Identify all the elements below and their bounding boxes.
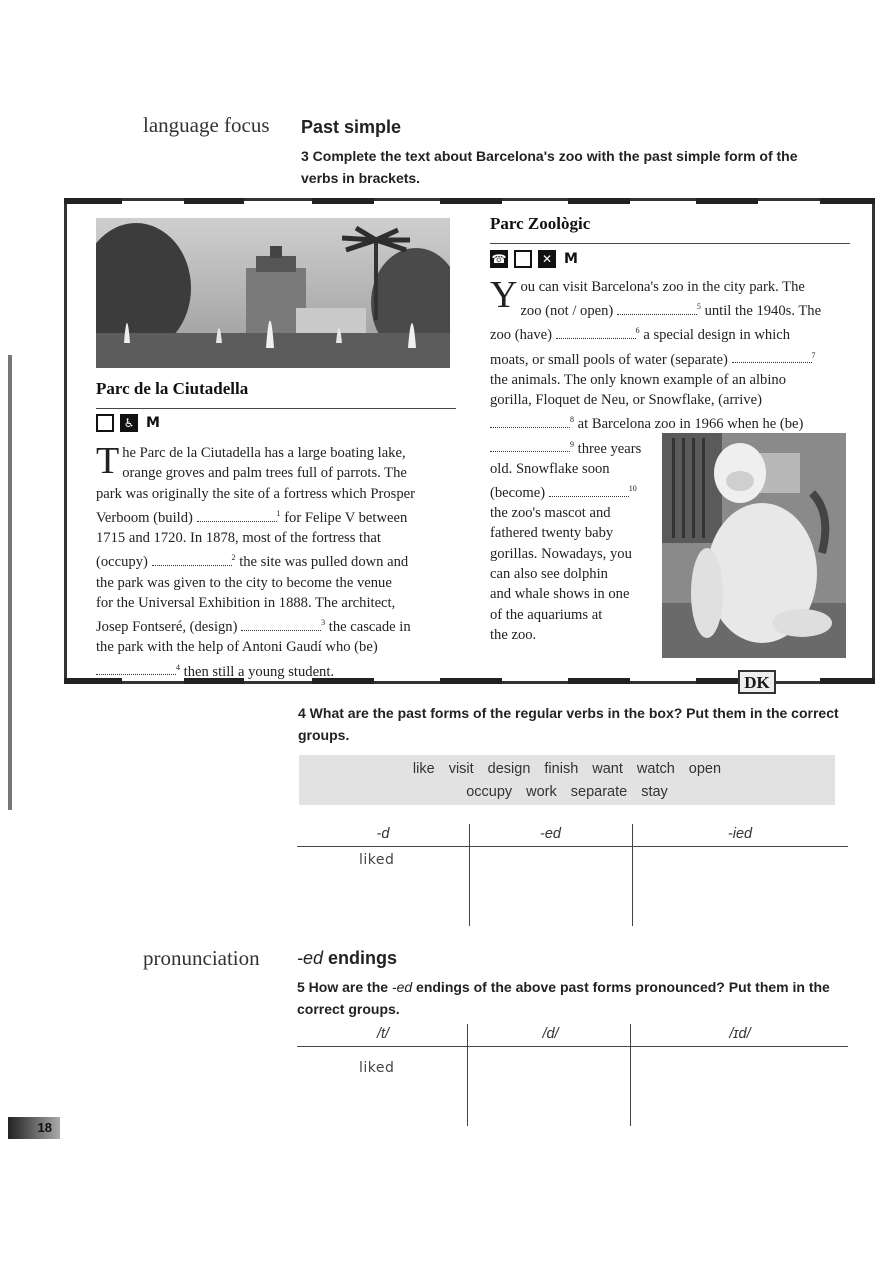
text-line: the animals. The only known example of an albino	[490, 371, 786, 388]
table-pronunciation	[297, 1024, 848, 1126]
column-header-d-sound: /d/	[542, 1026, 559, 1042]
text-line: fathered twenty baby	[490, 525, 614, 542]
publisher-logo: DK	[738, 670, 776, 694]
word-item: watch	[636, 761, 675, 777]
text-line: the zoo.	[490, 626, 537, 643]
text-line: Verboom (build) $^1$ for Felipe V between	[96, 508, 408, 526]
text-line: moats, or small pools of water (separate) $^7$	[490, 350, 816, 368]
side-label-pronunciation: pronunciation	[143, 946, 260, 970]
text-line: $^8$ at Barcelona zoo in 1966 when he (be)	[490, 410, 855, 434]
exercise-4-instruction: 4 What are the past forms of the regular verbs in the box? Put them in the correct groups.	[298, 705, 839, 743]
column-header-ed: -ed	[540, 826, 561, 842]
text-line: the park was given to the city to become the venue	[96, 574, 392, 591]
text-line: (occupy) $^2$ the site was pulled down and	[96, 553, 409, 571]
table-ed-forms	[297, 824, 848, 926]
text-line: 1715 and 1720. In 1878, most of the fortress that	[96, 530, 381, 547]
word-item: finish	[544, 761, 579, 777]
gap-field[interactable]	[549, 486, 629, 497]
text-line: for the Universal Exhibition in 1888. The architect,	[96, 594, 396, 611]
word-row-2	[299, 781, 835, 804]
column-divider	[467, 1024, 468, 1126]
word-item: stay	[641, 784, 668, 800]
page-number: 18	[8, 1117, 60, 1139]
exercise-5-instruction: 5 How are the -ed endings of the above past forms pronounced? Put them in the correct groups.	[297, 979, 830, 1017]
text-line: the zoo's mascot and	[490, 505, 611, 522]
column-header-d: -d	[376, 826, 390, 842]
title-rule-right	[490, 243, 850, 244]
word-row-1	[299, 758, 835, 781]
gap-field[interactable]	[241, 620, 321, 631]
word-item: work	[526, 784, 557, 800]
text-line: $^9$ three years	[490, 435, 855, 459]
column-header-t: /t/	[376, 1026, 390, 1042]
icon-row-right	[490, 250, 580, 268]
exercise-3-instruction: 3 Complete the text about Barcelona's zoo with the past simple form of the verbs in brackets.	[301, 148, 798, 186]
text-line: park was originally the site of a fortress which Prosper	[96, 485, 415, 502]
word-item: want	[592, 761, 623, 777]
text-line: ou can visit Barcelona's zoo in the city park. The	[520, 279, 805, 295]
text-line: and whale shows in one	[490, 586, 630, 603]
dropcap-t: T	[96, 440, 120, 482]
table-header	[297, 1024, 848, 1047]
gap-field[interactable]	[152, 555, 232, 566]
example-answer: liked	[359, 852, 395, 868]
word-item: visit	[448, 761, 474, 777]
text-line: old. Snowflake soon	[490, 460, 610, 477]
square-outline-icon	[514, 250, 532, 268]
text-line: gorillas. Nowadays, you	[490, 545, 632, 562]
gap-field[interactable]	[617, 304, 697, 315]
text-line: of the aquariums at	[490, 606, 603, 623]
text-line: $^4$ then still a young student.	[96, 658, 466, 682]
table-header	[297, 824, 848, 847]
example-answer: liked	[359, 1060, 395, 1076]
title-rule-left	[96, 408, 456, 409]
column-header-ied: -ied	[727, 826, 753, 842]
dropcap-y: Y	[490, 274, 518, 316]
word-item: separate	[570, 784, 628, 800]
phone-icon: ☎	[491, 252, 507, 266]
text-line: gorilla, Floquet de Neu, or Snowflake, (arrive)	[490, 392, 762, 409]
article-title-ciutadella: Parc de la Ciutadella	[96, 379, 249, 398]
word-item: like	[412, 761, 435, 777]
icon-row-left	[96, 414, 162, 432]
word-item: occupy	[466, 784, 513, 800]
side-label-language-focus: language focus	[143, 113, 270, 137]
text-line: zoo (not / open) $^5$ until the 1940s. The	[520, 302, 822, 320]
photo-albino-gorilla	[662, 433, 846, 658]
square-outline-icon	[96, 414, 114, 432]
text-line: Josep Fontseré, (design) $^3$ the cascade in	[96, 618, 411, 635]
metro-icon: M	[146, 415, 160, 431]
gap-field[interactable]	[96, 664, 176, 675]
gap-field[interactable]	[490, 441, 570, 452]
text-line: he Parc de la Ciutadella has a large boating lake,	[122, 445, 406, 461]
section-title-past-simple: Past simple	[301, 117, 402, 137]
text-line: zoo (have) $^6$ a special design in which	[490, 326, 791, 344]
article-body-ciutadella	[96, 440, 466, 682]
text-line: (become) $^{10}$	[490, 483, 637, 501]
binding-edge	[8, 355, 12, 810]
box-top-decoration	[64, 198, 875, 204]
gap-field[interactable]	[490, 417, 570, 428]
word-item: open	[688, 761, 722, 777]
gap-field[interactable]	[732, 352, 812, 363]
column-divider	[630, 1024, 631, 1126]
column-divider	[469, 824, 470, 926]
section-title-ed-endings: -ed endings	[297, 948, 398, 968]
metro-icon: M	[564, 251, 578, 267]
photo-ciutadella-fountain	[96, 218, 450, 368]
article-title-zoo: Parc Zoològic	[490, 214, 591, 233]
gap-field[interactable]	[197, 511, 277, 522]
wheelchair-icon: ♿	[120, 414, 138, 432]
word-item: design	[487, 761, 531, 777]
column-header-id: /ɪd/	[729, 1026, 751, 1042]
text-line: orange groves and palm trees full of parrots. The	[122, 465, 407, 482]
gap-field[interactable]	[556, 328, 636, 339]
text-line: the park with the help of Antoni Gaudí who (be)	[96, 639, 378, 656]
word-box	[299, 755, 835, 805]
no-photo-icon: ✕	[538, 250, 556, 268]
column-divider	[632, 824, 633, 926]
text-line: can also see dolphin	[490, 566, 608, 583]
